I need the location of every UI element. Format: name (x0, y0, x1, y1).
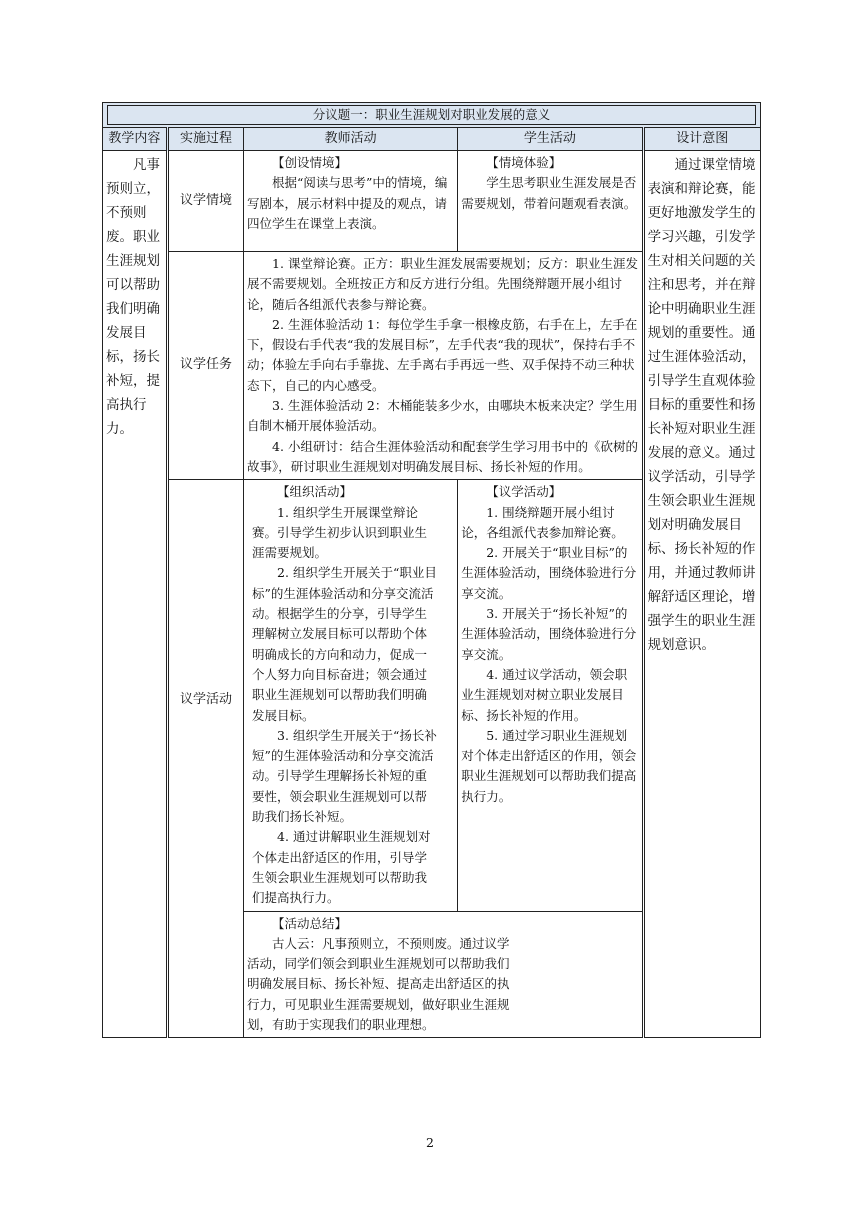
header-process: 实施过程 (167, 128, 243, 151)
task-item-4: 4. 小组研讨：结合生涯体验活动和配套学生学习用书中的《砍树的故事》，研讨职业生涯规划对明确发展目标、扬长补短的作用。 (247, 438, 638, 474)
teacher-situation-text: 根据“阅读与思考”中的情境，编写剧本，展示材料中提及的观点，请四位学生在课堂上表演。 (247, 175, 448, 231)
lesson-plan-page (102, 102, 761, 1038)
process-task-label: 议学任务 (167, 252, 243, 480)
student-activity-item-5: 5. 通过学习职业生涯规划对个体走出舒适区的作用，领会职业生涯规划可以帮助我们提高执行力。 (461, 727, 637, 804)
content-text: 凡事预则立，不预则废。职业生涯规划可以帮助我们明确发展目标，扬长补短，提高执行力。 (106, 157, 160, 437)
header-row (103, 128, 761, 151)
header-student: 学生活动 (458, 128, 643, 151)
student-activity-item-3: 3. 开展关于“扬长补短”的生涯体验活动，围绕体验进行分享交流。 (461, 606, 637, 662)
teacher-activity-head: 【组织活动】 (277, 484, 353, 500)
teacher-activity-item-4: 4. 通过讲解职业生涯规划对个体走出舒适区的作用，引导学生领会职业生涯规划可以帮助我们提高执行力。 (252, 829, 431, 906)
header-intent: 设计意图 (643, 128, 760, 151)
teacher-activity-item-1: 1. 组织学生开展课堂辩论赛。引导学生初步认识到职业生涯需要规划。 (252, 504, 428, 561)
student-situation-head: 【情境体验】 (486, 155, 562, 170)
teacher-situation-head: 【创设情境】 (272, 155, 348, 170)
intent-text: 通过课堂情境表演和辩论赛，能更好地激发学生的学习兴趣，引发学生对相关问题的关注和思考，并在辩论中明确职业生涯规划的重要性。通过生涯体验活动，引导学生直观体验目标的重要性和扬长补短对职业生涯发展的意义。通过议学活动，引导学生领会职业生涯规划对明确发展目标、扬长补短的作用，并通过教师讲解舒适区理论，增强学生的职业生涯规划意识。 (647, 157, 756, 653)
summary-text: 古人云：凡事预则立，不预则废。通过议学活动，同学们领会到职业生涯规划可以帮助我们明确发展目标、扬长补短、提高走出舒适区的执行力，可见职业生涯需要规划，做好职业生涯规划，有助于实现我们的职业理想。 (247, 935, 510, 1032)
teacher-activity-item-3: 3. 组织学生开展关于“扬长补短”的生涯体验活动和分享交流活动。引导学生理解扬长补短的重要性，领会职业生涯规划可以帮助我们扬长补短。 (252, 727, 437, 825)
student-activity-item-2: 2. 开展关于“职业目标”的生涯体验活动，围绕体验进行分享交流。 (461, 545, 637, 601)
lesson-plan-table (102, 102, 761, 1038)
task-item-1: 1. 课堂辩论赛。正方：职业生涯发展需要规划；反方：职业生涯发展不需要规划。全班按正方和反方进行分组。先围绕辩题开展小组讨论，随后各组派代表参与辩论赛。 (247, 256, 638, 312)
student-situation-text: 学生思考职业生涯发展是否需要规划，带着问题观看表演。 (461, 175, 637, 211)
teacher-activity-item-2: 2. 组织学生开展关于“职业目标”的生涯体验活动和分享交流活动。根据学生的分享，引导学生理解树立发展目标可以帮助个体明确成长的方向和动力，促成一个人努力向目标奋进；领会通过职业生涯规划可以帮助我们明确发展目标。 (252, 565, 437, 723)
student-activity-item-1: 1. 围绕辩题开展小组讨论，各组派代表参加辩论赛。 (461, 504, 624, 540)
summary-head: 【活动总结】 (272, 915, 348, 931)
task-item-2: 2. 生涯体验活动 1：每位学生手拿一根橡皮筋，右手在上，左手在下，假设右手代表“我的发展目标”，左手代表“我的现状”，保持右手不动；体验左手向右手靠拢、左手离右手再远一些、双手保持不动三种状态下，自己的内心感受。 (247, 316, 638, 393)
header-content: 教学内容 (103, 128, 168, 151)
process-situation-label: 议学情境 (167, 151, 243, 252)
header-teacher: 教师活动 (244, 128, 458, 151)
student-activity-item-4: 4. 通过议学活动，领会职业生涯规划对树立职业发展目标、扬长补短的作用。 (461, 666, 628, 723)
table-title: 分议题一：职业生涯规划对职业发展的意义 (107, 105, 756, 125)
process-activity-label: 议学活动 (167, 480, 243, 1038)
section-situation-row (103, 151, 761, 252)
student-activity-head: 【议学活动】 (486, 484, 562, 500)
task-item-3: 3. 生涯体验活动 2：木桶能装多少水，由哪块木板来决定？学生用自制木桶开展体验活动。 (247, 398, 638, 434)
title-row (103, 103, 761, 128)
page-number: 2 (426, 1135, 434, 1150)
